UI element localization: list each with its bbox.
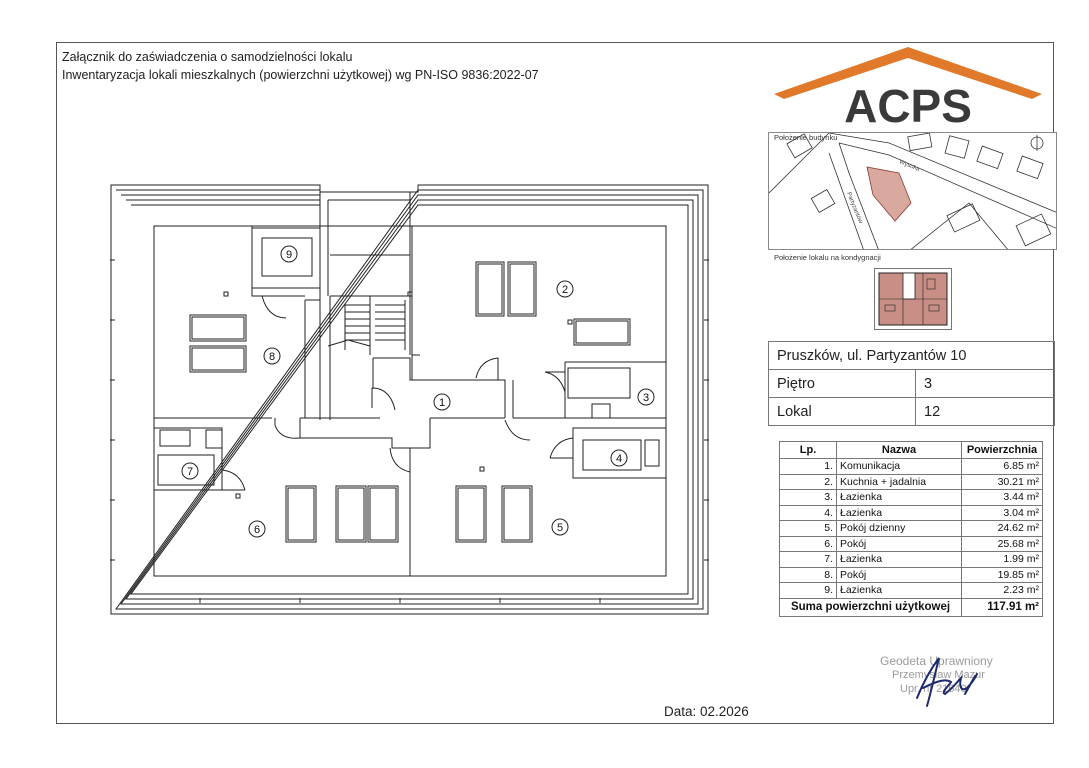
room-6-number: 6 bbox=[253, 524, 261, 536]
row-lp: 1. bbox=[780, 459, 837, 475]
row-name: Łazienka bbox=[837, 583, 962, 599]
handwritten-signature bbox=[905, 648, 1005, 710]
room-1-number: 1 bbox=[438, 397, 446, 409]
row-area: 1.99 m² bbox=[962, 552, 1043, 568]
table-row bbox=[780, 459, 1043, 475]
row-lp: 6. bbox=[780, 536, 837, 552]
row-lp: 3. bbox=[780, 490, 837, 506]
room-3-number: 3 bbox=[642, 392, 650, 404]
room-4-number: 4 bbox=[615, 453, 623, 465]
logo-text: ACPS bbox=[844, 80, 972, 132]
unit-location-label: Położenie lokalu na kondygnacji bbox=[774, 253, 881, 262]
table-row bbox=[780, 505, 1043, 521]
header-line-2: Inwentaryzacja lokali mieszkalnych (powierzchni użytkowej) wg PN-ISO 9836:2022-07 bbox=[62, 68, 539, 82]
row-lp: 9. bbox=[780, 583, 837, 599]
row-name: Pokój dzienny bbox=[837, 521, 962, 537]
row-area: 24.62 m² bbox=[962, 521, 1043, 537]
row-lp: 7. bbox=[780, 552, 837, 568]
row-name: Łazienka bbox=[837, 490, 962, 506]
row-area: 2.23 m² bbox=[962, 583, 1043, 599]
table-row bbox=[780, 552, 1043, 568]
row-lp: 8. bbox=[780, 567, 837, 583]
table-row bbox=[780, 474, 1043, 490]
unit-on-floor-thumbnail bbox=[874, 268, 952, 330]
room-2-number: 2 bbox=[561, 284, 569, 296]
col-name: Nazwa bbox=[837, 442, 962, 459]
unit-info-table bbox=[768, 341, 1055, 426]
row-lp: 4. bbox=[780, 505, 837, 521]
table-row bbox=[780, 521, 1043, 537]
row-area: 25.68 m² bbox=[962, 536, 1043, 552]
row-name: Pokój bbox=[837, 536, 962, 552]
header-line-1: Załącznik do zaświadczenia o samodzielności lokalu bbox=[62, 50, 353, 64]
table-row bbox=[780, 490, 1043, 506]
street-partyzantow-label: Partyzantów bbox=[845, 191, 864, 225]
sum-label: Suma powierzchni użytkowej bbox=[780, 598, 962, 616]
room-9-number: 9 bbox=[285, 249, 293, 261]
row-lp: 2. bbox=[780, 474, 837, 490]
building-location-map bbox=[768, 132, 1057, 250]
row-area: 3.04 m² bbox=[962, 505, 1043, 521]
document-date: Data: 02.2026 bbox=[664, 704, 749, 719]
row-area: 3.44 m² bbox=[962, 490, 1043, 506]
building-location-label: Położenie budynku bbox=[774, 133, 838, 142]
row-name: Pokój bbox=[837, 567, 962, 583]
row-lp: 5. bbox=[780, 521, 837, 537]
unit-label: Lokal bbox=[769, 398, 916, 426]
unit-value: 12 bbox=[916, 398, 1055, 426]
row-area: 30.21 m² bbox=[962, 474, 1043, 490]
table-row bbox=[780, 536, 1043, 552]
stamp-line-3: Upr. nr 21640 bbox=[900, 683, 967, 695]
stamp-line-1: Geodeta Uprawniony bbox=[880, 654, 993, 668]
row-area: 19.85 m² bbox=[962, 567, 1043, 583]
floor-label: Piętro bbox=[769, 370, 916, 398]
row-name: Kuchnia + jadalnia bbox=[837, 474, 962, 490]
col-lp: Lp. bbox=[780, 442, 837, 459]
room-8-number: 8 bbox=[268, 351, 276, 363]
row-name: Komunikacja bbox=[837, 459, 962, 475]
area-table bbox=[779, 441, 1043, 617]
table-row bbox=[780, 567, 1043, 583]
room-7-number: 7 bbox=[186, 466, 194, 478]
address: Pruszków, ul. Partyzantów 10 bbox=[769, 342, 1055, 370]
row-area: 6.85 m² bbox=[962, 459, 1043, 475]
col-area: Powierzchnia bbox=[962, 442, 1043, 459]
acps-logo bbox=[770, 44, 1046, 132]
sum-row bbox=[780, 598, 1043, 616]
room-5-number: 5 bbox=[556, 522, 564, 534]
stamp-line-2: Przemysław Mazur bbox=[892, 669, 985, 681]
table-row bbox=[780, 583, 1043, 599]
row-name: Łazienka bbox=[837, 552, 962, 568]
sum-value: 117.91 m² bbox=[962, 598, 1043, 616]
floor-value: 3 bbox=[916, 370, 1055, 398]
street-wysoka-label: Wysoka bbox=[898, 159, 921, 173]
row-name: Łazienka bbox=[837, 505, 962, 521]
